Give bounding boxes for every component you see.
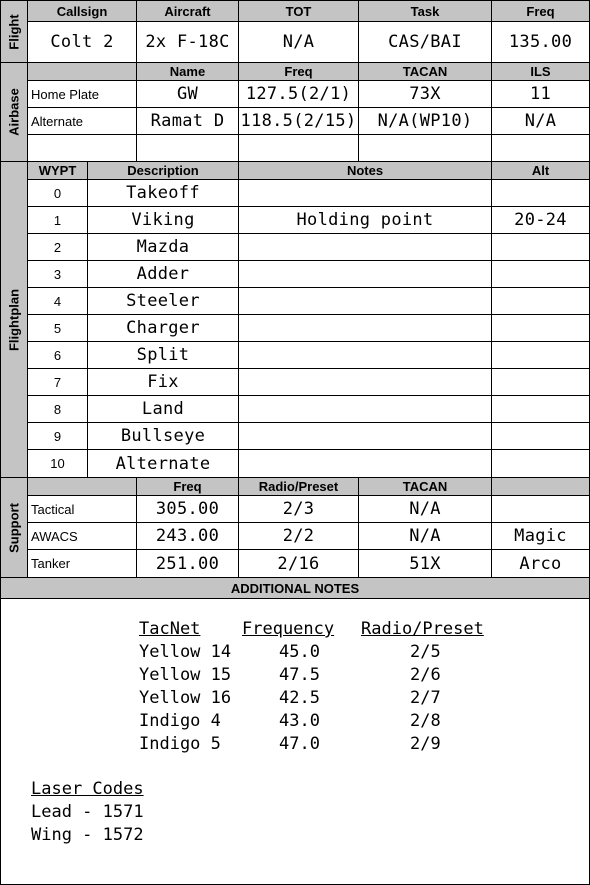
airbase-row <box>28 81 589 108</box>
tacnet-name: Indigo 5 <box>139 734 221 754</box>
waypoint-number: 8 <box>28 396 88 422</box>
waypoint-row <box>28 342 589 369</box>
header-description: Description <box>88 162 239 179</box>
waypoint-alt <box>492 369 589 395</box>
laser-code-lead: Lead - 1571 <box>31 802 144 822</box>
airbase-name: GW <box>137 81 239 107</box>
waypoint-description: Takeoff <box>88 180 239 206</box>
support-extra: Magic <box>514 526 567 546</box>
waypoint-alt <box>492 450 589 477</box>
support-row-label: Tanker <box>28 550 137 577</box>
support-row <box>28 523 589 550</box>
airbase-row <box>28 108 589 135</box>
waypoint-notes <box>239 369 492 395</box>
support-header-blank <box>28 478 137 495</box>
airbase-header-tacan: TACAN <box>359 63 492 80</box>
waypoint-notes <box>239 423 492 449</box>
support-tacan: N/A <box>359 496 492 522</box>
waypoint-description: Bullseye <box>88 423 239 449</box>
waypoint-description: Steeler <box>88 288 239 314</box>
flightplan-side-label: Flightplan <box>1 162 28 477</box>
airbase-header-name: Name <box>137 63 239 80</box>
airbase-row-label: Home Plate <box>28 81 137 107</box>
support-header-preset: Radio/Preset <box>239 478 359 495</box>
aircraft-value: 2x F-18C <box>137 22 239 62</box>
waypoint-number: 3 <box>28 261 88 287</box>
support-preset: 2/3 <box>239 496 359 522</box>
tacnet-preset: 2/6 <box>410 665 441 685</box>
waypoint-description: Alternate <box>88 450 239 477</box>
tacnet-header-preset: Radio/Preset <box>361 619 484 639</box>
header-alt: Alt <box>531 163 550 178</box>
additional-notes-body <box>1 599 589 884</box>
support-row <box>28 496 589 523</box>
airbase-ils: N/A <box>524 111 557 131</box>
support-header-row <box>28 478 589 496</box>
support-tacan: 51X <box>359 550 492 577</box>
waypoint-alt: 20-24 <box>514 210 567 230</box>
waypoint-notes <box>239 180 492 206</box>
waypoint-alt <box>492 396 589 422</box>
airbase-tacan <box>359 135 492 161</box>
tacnet-preset: 2/7 <box>410 688 441 708</box>
header-callsign: Callsign <box>28 1 137 21</box>
support-extra: Arco <box>519 553 562 574</box>
waypoint-number: 5 <box>28 315 88 341</box>
waypoint-row <box>28 315 589 342</box>
flight-side-label: Flight <box>1 1 28 62</box>
waypoint-number: 1 <box>28 207 88 233</box>
header-freq: Freq <box>526 3 555 19</box>
tacnet-preset: 2/8 <box>410 711 441 731</box>
tacnet-frequency: 47.5 <box>279 665 320 685</box>
tacnet-preset: 2/9 <box>410 734 441 754</box>
waypoint-row <box>28 369 589 396</box>
waypoint-row <box>28 423 589 450</box>
tacnet-frequency: 47.0 <box>279 734 320 754</box>
laser-codes-title: Laser Codes <box>31 779 144 799</box>
tacnet-header-frequency: Frequency <box>242 619 335 639</box>
support-freq: 251.00 <box>137 550 239 577</box>
waypoint-number: 7 <box>28 369 88 395</box>
waypoint-notes <box>239 288 492 314</box>
support-row-label: Tactical <box>28 496 137 522</box>
waypoint-row <box>28 261 589 288</box>
airbase-row-label: Alternate <box>28 108 137 134</box>
airbase-side-label: Airbase <box>1 63 28 161</box>
waypoint-row <box>28 207 589 234</box>
waypoint-alt <box>492 234 589 260</box>
airbase-tacan: 73X <box>359 81 492 107</box>
tacnet-header-name: TacNet <box>139 619 201 639</box>
header-task: Task <box>359 1 492 21</box>
header-notes: Notes <box>239 162 492 179</box>
tacnet-name: Yellow 15 <box>139 665 232 685</box>
support-tacan: N/A <box>359 523 492 549</box>
waypoint-alt <box>492 342 589 368</box>
header-aircraft: Aircraft <box>137 1 239 21</box>
tacnet-frequency: 43.0 <box>279 711 320 731</box>
waypoint-description: Land <box>88 396 239 422</box>
flight-section <box>1 1 589 63</box>
waypoint-row <box>28 234 589 261</box>
support-preset: 2/16 <box>239 550 359 577</box>
waypoint-notes <box>239 261 492 287</box>
tacnet-name: Indigo 4 <box>139 711 221 731</box>
support-header-tacan: TACAN <box>359 478 492 495</box>
waypoint-alt <box>492 315 589 341</box>
waypoint-row <box>28 288 589 315</box>
waypoint-notes: Holding point <box>239 207 492 233</box>
waypoint-number: 10 <box>28 450 88 477</box>
waypoint-alt <box>492 261 589 287</box>
waypoint-number: 9 <box>28 423 88 449</box>
callsign-value: Colt 2 <box>28 22 137 62</box>
support-header-freq: Freq <box>137 478 239 495</box>
waypoint-alt <box>492 423 589 449</box>
support-row <box>28 550 589 577</box>
waypoint-alt <box>492 288 589 314</box>
support-section <box>1 478 589 578</box>
flight-value-row <box>28 22 589 62</box>
waypoint-notes <box>239 315 492 341</box>
flightplan-header-row <box>28 162 589 180</box>
airbase-section <box>1 63 589 162</box>
airbase-header-ils: ILS <box>530 64 551 79</box>
flight-header-row <box>28 1 589 22</box>
support-header-extra <box>492 478 589 495</box>
waypoint-number: 4 <box>28 288 88 314</box>
waypoint-description: Adder <box>88 261 239 287</box>
airbase-header-row <box>28 63 589 81</box>
tacnet-frequency: 42.5 <box>279 688 320 708</box>
task-value: CAS/BAI <box>359 22 492 62</box>
waypoint-number: 2 <box>28 234 88 260</box>
waypoint-notes <box>239 396 492 422</box>
waypoint-notes <box>239 342 492 368</box>
waypoint-description: Mazda <box>88 234 239 260</box>
waypoint-description: Fix <box>88 369 239 395</box>
airbase-ils: 11 <box>529 84 552 104</box>
waypoint-number: 6 <box>28 342 88 368</box>
freq-value: 135.00 <box>508 32 573 52</box>
tacnet-frequency: 45.0 <box>279 642 320 662</box>
support-extra <box>492 496 589 522</box>
waypoint-description: Charger <box>88 315 239 341</box>
tacnet-name: Yellow 16 <box>139 688 232 708</box>
waypoint-notes <box>239 234 492 260</box>
airbase-ils <box>492 135 589 161</box>
airbase-freq: 118.5(2/15) <box>239 108 359 134</box>
waypoint-row <box>28 180 589 207</box>
waypoint-alt <box>492 180 589 206</box>
support-freq: 243.00 <box>137 523 239 549</box>
support-side-label: Support <box>1 478 28 577</box>
waypoint-row <box>28 450 589 477</box>
support-row-label: AWACS <box>28 523 137 549</box>
airbase-header-freq: Freq <box>239 63 359 80</box>
airbase-name: Ramat D <box>137 108 239 134</box>
laser-code-wing: Wing - 1572 <box>31 825 144 845</box>
waypoint-row <box>28 396 589 423</box>
airbase-row <box>28 135 589 161</box>
waypoint-notes <box>239 450 492 477</box>
airbase-name <box>137 135 239 161</box>
header-tot: TOT <box>239 1 359 21</box>
waypoint-description: Viking <box>88 207 239 233</box>
tot-value: N/A <box>239 22 359 62</box>
header-wypt: WYPT <box>28 162 88 179</box>
tacnet-preset: 2/5 <box>410 642 441 662</box>
airbase-tacan: N/A(WP10) <box>359 108 492 134</box>
support-freq: 305.00 <box>137 496 239 522</box>
airbase-freq <box>239 135 359 161</box>
flightplan-section <box>1 162 589 478</box>
waypoint-description: Split <box>88 342 239 368</box>
support-preset: 2/2 <box>239 523 359 549</box>
waypoint-number: 0 <box>28 180 88 206</box>
airbase-freq: 127.5(2/1) <box>239 81 359 107</box>
airbase-row-label <box>28 135 137 161</box>
additional-notes-header: ADDITIONAL NOTES <box>1 578 589 599</box>
airbase-header-blank <box>28 63 137 80</box>
tacnet-name: Yellow 14 <box>139 642 232 662</box>
